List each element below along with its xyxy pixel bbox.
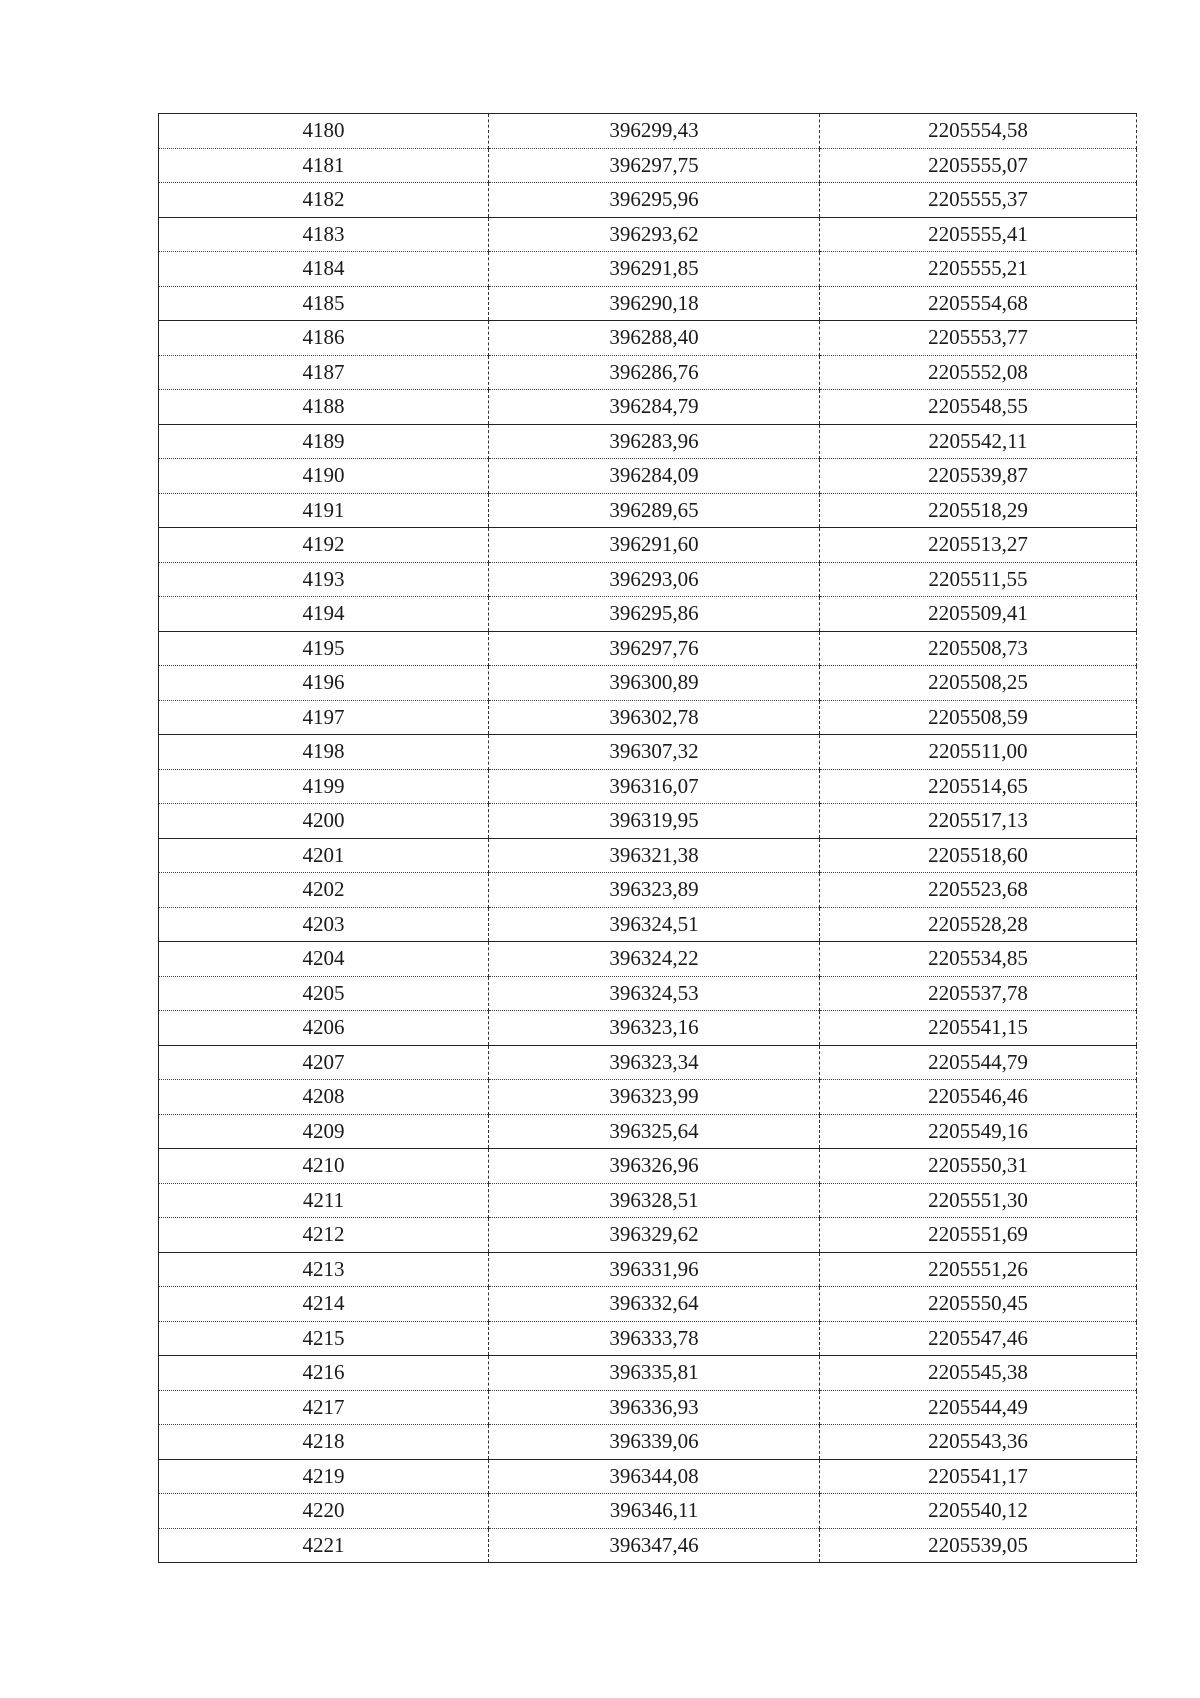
point-number-cell: 4206 (159, 1011, 489, 1046)
table-row (159, 1114, 1137, 1149)
table-row (159, 1218, 1137, 1253)
x-coordinate-cell: 396329,62 (489, 1218, 820, 1253)
table-row (159, 1390, 1137, 1425)
point-number-cell: 4218 (159, 1425, 489, 1460)
point-number-cell: 4219 (159, 1459, 489, 1494)
x-coordinate-cell: 396291,60 (489, 528, 820, 563)
y-coordinate-cell: 2205541,17 (820, 1459, 1137, 1494)
point-number-cell: 4196 (159, 666, 489, 701)
table-row (159, 631, 1137, 666)
point-number-cell: 4214 (159, 1287, 489, 1322)
point-number-cell: 4201 (159, 838, 489, 873)
y-coordinate-cell: 2205555,37 (820, 183, 1137, 218)
table-row (159, 252, 1137, 287)
table-row (159, 1528, 1137, 1563)
table-row (159, 390, 1137, 425)
table-row (159, 804, 1137, 839)
x-coordinate-cell: 396332,64 (489, 1287, 820, 1322)
y-coordinate-cell: 2205542,11 (820, 424, 1137, 459)
point-number-cell: 4200 (159, 804, 489, 839)
table-row (159, 597, 1137, 632)
table-row (159, 976, 1137, 1011)
table-row (159, 838, 1137, 873)
point-number-cell: 4188 (159, 390, 489, 425)
point-number-cell: 4199 (159, 769, 489, 804)
x-coordinate-cell: 396323,99 (489, 1080, 820, 1115)
point-number-cell: 4181 (159, 148, 489, 183)
point-number-cell: 4205 (159, 976, 489, 1011)
x-coordinate-cell: 396326,96 (489, 1149, 820, 1184)
y-coordinate-cell: 2205551,30 (820, 1183, 1137, 1218)
point-number-cell: 4207 (159, 1045, 489, 1080)
y-coordinate-cell: 2205523,68 (820, 873, 1137, 908)
table-row (159, 1494, 1137, 1529)
x-coordinate-cell: 396288,40 (489, 321, 820, 356)
y-coordinate-cell: 2205537,78 (820, 976, 1137, 1011)
point-number-cell: 4189 (159, 424, 489, 459)
y-coordinate-cell: 2205508,73 (820, 631, 1137, 666)
y-coordinate-cell: 2205543,36 (820, 1425, 1137, 1460)
x-coordinate-cell: 396324,22 (489, 942, 820, 977)
x-coordinate-cell: 396300,89 (489, 666, 820, 701)
x-coordinate-cell: 396333,78 (489, 1321, 820, 1356)
point-number-cell: 4221 (159, 1528, 489, 1563)
y-coordinate-cell: 2205544,49 (820, 1390, 1137, 1425)
x-coordinate-cell: 396297,76 (489, 631, 820, 666)
y-coordinate-cell: 2205544,79 (820, 1045, 1137, 1080)
point-number-cell: 4217 (159, 1390, 489, 1425)
x-coordinate-cell: 396336,93 (489, 1390, 820, 1425)
table-row (159, 493, 1137, 528)
table-row (159, 700, 1137, 735)
x-coordinate-cell: 396319,95 (489, 804, 820, 839)
point-number-cell: 4187 (159, 355, 489, 390)
table-row (159, 1287, 1137, 1322)
point-number-cell: 4212 (159, 1218, 489, 1253)
point-number-cell: 4197 (159, 700, 489, 735)
y-coordinate-cell: 2205551,69 (820, 1218, 1137, 1253)
point-number-cell: 4190 (159, 459, 489, 494)
x-coordinate-cell: 396284,79 (489, 390, 820, 425)
point-number-cell: 4216 (159, 1356, 489, 1391)
x-coordinate-cell: 396289,65 (489, 493, 820, 528)
y-coordinate-cell: 2205511,00 (820, 735, 1137, 770)
x-coordinate-cell: 396295,96 (489, 183, 820, 218)
point-number-cell: 4191 (159, 493, 489, 528)
y-coordinate-cell: 2205548,55 (820, 390, 1137, 425)
y-coordinate-cell: 2205555,21 (820, 252, 1137, 287)
x-coordinate-cell: 396293,06 (489, 562, 820, 597)
table-row (159, 286, 1137, 321)
y-coordinate-cell: 2205553,77 (820, 321, 1137, 356)
table-row (159, 459, 1137, 494)
x-coordinate-cell: 396344,08 (489, 1459, 820, 1494)
x-coordinate-cell: 396339,06 (489, 1425, 820, 1460)
point-number-cell: 4204 (159, 942, 489, 977)
table-row (159, 1356, 1137, 1391)
point-number-cell: 4193 (159, 562, 489, 597)
y-coordinate-cell: 2205539,05 (820, 1528, 1137, 1563)
table-row (159, 1425, 1137, 1460)
y-coordinate-cell: 2205550,45 (820, 1287, 1137, 1322)
x-coordinate-cell: 396299,43 (489, 114, 820, 149)
x-coordinate-cell: 396293,62 (489, 217, 820, 252)
y-coordinate-cell: 2205546,46 (820, 1080, 1137, 1115)
table-row (159, 1045, 1137, 1080)
y-coordinate-cell: 2205511,55 (820, 562, 1137, 597)
y-coordinate-cell: 2205539,87 (820, 459, 1137, 494)
y-coordinate-cell: 2205555,07 (820, 148, 1137, 183)
y-coordinate-cell: 2205509,41 (820, 597, 1137, 632)
y-coordinate-cell: 2205550,31 (820, 1149, 1137, 1184)
point-number-cell: 4195 (159, 631, 489, 666)
point-number-cell: 4198 (159, 735, 489, 770)
table-row (159, 1080, 1137, 1115)
y-coordinate-cell: 2205514,65 (820, 769, 1137, 804)
x-coordinate-cell: 396286,76 (489, 355, 820, 390)
table-row (159, 907, 1137, 942)
y-coordinate-cell: 2205534,85 (820, 942, 1137, 977)
table-row (159, 942, 1137, 977)
table-row (159, 1252, 1137, 1287)
x-coordinate-cell: 396325,64 (489, 1114, 820, 1149)
point-number-cell: 4202 (159, 873, 489, 908)
table-row (159, 666, 1137, 701)
x-coordinate-cell: 396347,46 (489, 1528, 820, 1563)
table-row (159, 1011, 1137, 1046)
x-coordinate-cell: 396331,96 (489, 1252, 820, 1287)
x-coordinate-cell: 396307,32 (489, 735, 820, 770)
y-coordinate-cell: 2205517,13 (820, 804, 1137, 839)
table-row (159, 1321, 1137, 1356)
table-row (159, 114, 1137, 149)
point-number-cell: 4180 (159, 114, 489, 149)
table-row (159, 321, 1137, 356)
point-number-cell: 4220 (159, 1494, 489, 1529)
table-row (159, 562, 1137, 597)
point-number-cell: 4182 (159, 183, 489, 218)
x-coordinate-cell: 396283,96 (489, 424, 820, 459)
table-row (159, 183, 1137, 218)
table-row (159, 873, 1137, 908)
coordinates-table (158, 113, 1137, 1563)
y-coordinate-cell: 2205513,27 (820, 528, 1137, 563)
table-row (159, 148, 1137, 183)
y-coordinate-cell: 2205552,08 (820, 355, 1137, 390)
y-coordinate-cell: 2205545,38 (820, 1356, 1137, 1391)
y-coordinate-cell: 2205555,41 (820, 217, 1137, 252)
x-coordinate-cell: 396323,16 (489, 1011, 820, 1046)
point-number-cell: 4192 (159, 528, 489, 563)
y-coordinate-cell: 2205518,60 (820, 838, 1137, 873)
y-coordinate-cell: 2205549,16 (820, 1114, 1137, 1149)
x-coordinate-cell: 396328,51 (489, 1183, 820, 1218)
point-number-cell: 4208 (159, 1080, 489, 1115)
table-row (159, 528, 1137, 563)
point-number-cell: 4185 (159, 286, 489, 321)
table-row (159, 735, 1137, 770)
x-coordinate-cell: 396302,78 (489, 700, 820, 735)
table-row (159, 424, 1137, 459)
table-row (159, 217, 1137, 252)
point-number-cell: 4211 (159, 1183, 489, 1218)
point-number-cell: 4184 (159, 252, 489, 287)
x-coordinate-cell: 396324,53 (489, 976, 820, 1011)
table-row (159, 1183, 1137, 1218)
x-coordinate-cell: 396321,38 (489, 838, 820, 873)
y-coordinate-cell: 2205540,12 (820, 1494, 1137, 1529)
table-row (159, 1459, 1137, 1494)
y-coordinate-cell: 2205547,46 (820, 1321, 1137, 1356)
point-number-cell: 4210 (159, 1149, 489, 1184)
x-coordinate-cell: 396316,07 (489, 769, 820, 804)
x-coordinate-cell: 396346,11 (489, 1494, 820, 1529)
point-number-cell: 4186 (159, 321, 489, 356)
point-number-cell: 4213 (159, 1252, 489, 1287)
y-coordinate-cell: 2205551,26 (820, 1252, 1137, 1287)
y-coordinate-cell: 2205541,15 (820, 1011, 1137, 1046)
y-coordinate-cell: 2205518,29 (820, 493, 1137, 528)
x-coordinate-cell: 396323,89 (489, 873, 820, 908)
x-coordinate-cell: 396290,18 (489, 286, 820, 321)
y-coordinate-cell: 2205554,68 (820, 286, 1137, 321)
coordinates-table-body (159, 114, 1137, 1563)
x-coordinate-cell: 396297,75 (489, 148, 820, 183)
point-number-cell: 4183 (159, 217, 489, 252)
y-coordinate-cell: 2205528,28 (820, 907, 1137, 942)
y-coordinate-cell: 2205508,25 (820, 666, 1137, 701)
point-number-cell: 4194 (159, 597, 489, 632)
x-coordinate-cell: 396335,81 (489, 1356, 820, 1391)
point-number-cell: 4203 (159, 907, 489, 942)
x-coordinate-cell: 396284,09 (489, 459, 820, 494)
y-coordinate-cell: 2205508,59 (820, 700, 1137, 735)
x-coordinate-cell: 396323,34 (489, 1045, 820, 1080)
x-coordinate-cell: 396324,51 (489, 907, 820, 942)
table-row (159, 769, 1137, 804)
table-row (159, 355, 1137, 390)
point-number-cell: 4209 (159, 1114, 489, 1149)
table-row (159, 1149, 1137, 1184)
x-coordinate-cell: 396291,85 (489, 252, 820, 287)
y-coordinate-cell: 2205554,58 (820, 114, 1137, 149)
x-coordinate-cell: 396295,86 (489, 597, 820, 632)
point-number-cell: 4215 (159, 1321, 489, 1356)
